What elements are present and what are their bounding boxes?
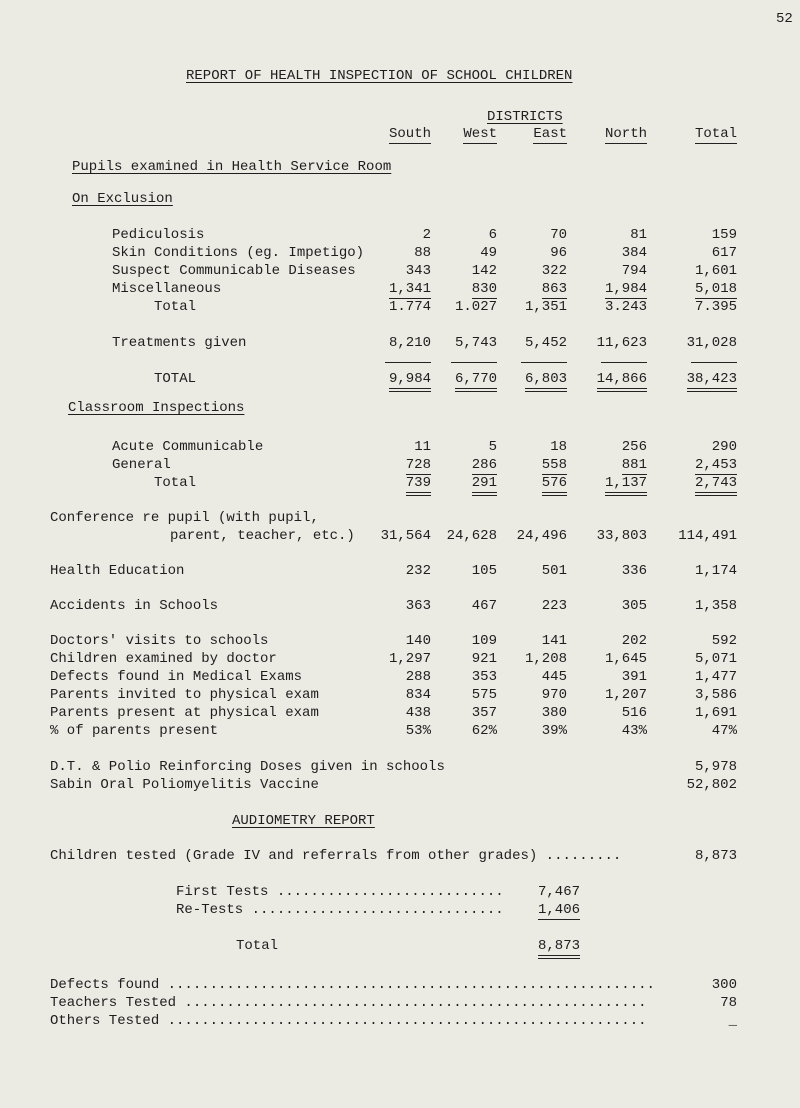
row-value-text: 5,743	[454, 335, 497, 351]
row-value	[477, 244, 567, 262]
row-value	[557, 474, 647, 492]
row-value-text: 109	[471, 633, 497, 649]
divider	[691, 362, 737, 363]
teachers-tested-value: 78	[720, 995, 737, 1011]
polio-value: 5,978	[694, 759, 737, 775]
teachers-tested-label: Teachers Tested .......................................................	[50, 995, 647, 1011]
row-value	[477, 298, 567, 316]
row-value	[477, 438, 567, 456]
row-value-text: 336	[621, 563, 647, 579]
row-value-text: 81	[630, 227, 647, 243]
first-tests-value: 7,467	[537, 884, 580, 900]
row-value	[647, 298, 737, 316]
row-label: Conference re pupil (with pupil,	[50, 510, 319, 526]
row-label: Parents invited to physical exam	[50, 687, 319, 703]
row-value	[477, 262, 567, 280]
row-label: Pediculosis	[112, 227, 205, 243]
row-value-text: 7.395	[694, 299, 737, 315]
row-value	[647, 668, 737, 686]
row-value-text: 863	[541, 281, 567, 297]
row-value	[647, 438, 737, 456]
row-value	[557, 632, 647, 650]
row-value-text: 1,137	[605, 475, 647, 496]
row-value-text: 31,564	[380, 528, 431, 544]
row-value	[477, 632, 567, 650]
row-value-text: 1,358	[694, 598, 737, 614]
row-value	[557, 280, 647, 298]
audiometry-total-label: Total	[236, 938, 279, 954]
row-value-text: 159	[711, 227, 737, 243]
row-label: Miscellaneous	[112, 281, 222, 297]
column-header-east-text: East	[533, 126, 567, 142]
row-value-text: 288	[405, 669, 431, 685]
row-value-text: 223	[541, 598, 567, 614]
row-value	[557, 456, 647, 474]
row-value-text: 38,423	[687, 371, 737, 392]
row-value	[647, 370, 737, 388]
row-value	[557, 438, 647, 456]
row-value-text: 970	[541, 687, 567, 703]
column-header-total-text: Total	[694, 126, 737, 142]
row-value	[647, 226, 737, 244]
row-value-text: 47%	[711, 723, 737, 739]
districts-heading: DISTRICTS	[487, 109, 563, 125]
row-value-text: 438	[405, 705, 431, 721]
row-value-text: 114,491	[678, 528, 737, 544]
row-value-text: 5,018	[694, 281, 737, 297]
row-value	[477, 226, 567, 244]
row-value	[477, 704, 567, 722]
row-value	[647, 597, 737, 615]
row-value-text: 728	[405, 457, 431, 473]
row-value	[557, 562, 647, 580]
row-value-text: 11,623	[596, 335, 647, 351]
re-tests-label: Re-Tests ..............................	[176, 902, 504, 918]
row-value	[647, 722, 737, 740]
row-value-text: 830	[471, 281, 497, 297]
row-value-text: 1,341	[388, 281, 431, 297]
row-value-text: 357	[471, 705, 497, 721]
row-value-text: 6,803	[525, 371, 567, 392]
divider	[601, 362, 647, 363]
row-value	[557, 334, 647, 352]
row-value-text: 70	[550, 227, 567, 243]
row-value	[647, 456, 737, 474]
column-header-north	[557, 125, 647, 143]
row-value	[557, 722, 647, 740]
row-value-text: 2,453	[694, 457, 737, 473]
row-value-text: 2,743	[695, 475, 737, 496]
row-value	[557, 668, 647, 686]
row-value-text: 31,028	[686, 335, 737, 351]
row-label: Treatments given	[112, 335, 247, 351]
column-header-north-text: North	[604, 126, 647, 142]
children-tested-value: 8,873	[694, 848, 737, 864]
row-value-text: 1,601	[694, 263, 737, 279]
row-label: Children examined by doctor	[50, 651, 277, 667]
row-value	[477, 280, 567, 298]
row-value-text: 445	[541, 669, 567, 685]
row-value-text: 353	[471, 669, 497, 685]
sabin-label: Sabin Oral Poliomyelitis Vaccine	[50, 777, 319, 793]
row-label: Skin Conditions (eg. Impetigo)	[112, 245, 365, 261]
row-value	[557, 597, 647, 615]
first-tests-label: First Tests ...........................	[176, 884, 504, 900]
row-value	[647, 650, 737, 668]
row-value-text: 1.774	[388, 299, 431, 315]
row-value	[477, 650, 567, 668]
row-value	[477, 597, 567, 615]
column-header-total	[647, 125, 737, 143]
row-value-text: 9,984	[389, 371, 431, 392]
row-value-text: 3.243	[604, 299, 647, 315]
section-pupils-examined: Pupils examined in Health Service Room	[72, 159, 392, 175]
row-value-text: 202	[621, 633, 647, 649]
row-value-text: 1,208	[524, 651, 567, 667]
page-number: 52	[776, 11, 793, 27]
row-value-text: 921	[471, 651, 497, 667]
row-value-text: 6,770	[455, 371, 497, 392]
row-value	[477, 474, 567, 492]
row-value-text: 43%	[621, 723, 647, 739]
row-value-text: 8,210	[388, 335, 431, 351]
row-value-text: 1,691	[694, 705, 737, 721]
divider	[451, 362, 497, 363]
row-value-text: 33,803	[596, 528, 647, 544]
row-value-text: 5	[488, 439, 497, 455]
row-value-text: 11	[414, 439, 431, 455]
row-value	[647, 244, 737, 262]
row-value-text: 232	[405, 563, 431, 579]
row-value-text: 1,174	[694, 563, 737, 579]
column-header-east	[477, 125, 567, 143]
row-value	[557, 262, 647, 280]
row-label-continued: parent, teacher, etc.)	[170, 528, 355, 544]
row-value-text: 49	[480, 245, 497, 261]
others-tested-label: Others Tested .........................................................	[50, 1013, 647, 1029]
row-label: Total	[154, 475, 197, 491]
row-value-text: 290	[711, 439, 737, 455]
row-value-text: 5,452	[524, 335, 567, 351]
defects-found-value: 300	[711, 977, 737, 993]
row-value-text: 1,351	[524, 299, 567, 315]
divider	[521, 362, 567, 363]
row-label: General	[112, 457, 171, 473]
row-value-text: 256	[621, 439, 647, 455]
row-label: Health Education	[50, 563, 185, 579]
row-value	[647, 704, 737, 722]
section-on-exclusion: On Exclusion	[72, 191, 173, 207]
row-value-text: 343	[405, 263, 431, 279]
row-value	[557, 226, 647, 244]
row-value-text: 2	[422, 227, 431, 243]
row-value	[477, 456, 567, 474]
re-tests-value: 1,406	[537, 902, 580, 918]
row-label: TOTAL	[154, 371, 197, 387]
row-value-text: 576	[542, 475, 567, 496]
row-value-text: 575	[471, 687, 497, 703]
row-label: Accidents in Schools	[50, 598, 219, 614]
row-value-text: 1,207	[604, 687, 647, 703]
row-label: Parents present at physical exam	[50, 705, 319, 721]
row-value-text: 1,477	[694, 669, 737, 685]
row-value-text: 6	[488, 227, 497, 243]
row-value-text: 1,984	[604, 281, 647, 297]
row-value-text: 5,071	[694, 651, 737, 667]
row-value-text: 1,297	[388, 651, 431, 667]
row-value-text: 516	[621, 705, 647, 721]
row-value-text: 467	[471, 598, 497, 614]
column-header-south-text: South	[388, 126, 431, 142]
row-value-text: 501	[541, 563, 567, 579]
row-value	[557, 686, 647, 704]
row-value-text: 322	[541, 263, 567, 279]
row-label: Doctors' visits to schools	[50, 633, 269, 649]
column-header-west-text: West	[463, 126, 497, 142]
row-value-text: 96	[550, 245, 567, 261]
polio-label: D.T. & Polio Reinforcing Doses given in schools	[50, 759, 445, 775]
children-tested-label: Children tested (Grade IV and referrals from other grades) .........	[50, 848, 622, 864]
row-value-text: 1,645	[604, 651, 647, 667]
row-value-text: 739	[406, 475, 431, 496]
row-value-text: 39%	[541, 723, 567, 739]
sabin-value: 52,802	[686, 777, 737, 793]
divider	[385, 362, 431, 363]
row-value-text: 558	[541, 457, 567, 473]
row-value	[647, 334, 737, 352]
row-value-text: 391	[621, 669, 647, 685]
row-value-text: 24,628	[446, 528, 497, 544]
row-value-text: 363	[405, 598, 431, 614]
defects-found-label: Defects found ..........................................................	[50, 977, 655, 993]
row-value-text: 53%	[405, 723, 431, 739]
row-value	[557, 704, 647, 722]
row-value	[557, 244, 647, 262]
row-value	[647, 527, 737, 545]
row-label: Total	[154, 299, 197, 315]
row-value	[477, 527, 567, 545]
row-value-text: 881	[621, 457, 647, 473]
row-value-text: 141	[541, 633, 567, 649]
row-value	[477, 562, 567, 580]
row-value-text: 142	[471, 263, 497, 279]
row-value	[557, 650, 647, 668]
row-label: % of parents present	[50, 723, 219, 739]
row-value-text: 286	[471, 457, 497, 473]
row-value	[557, 370, 647, 388]
row-value	[477, 334, 567, 352]
row-value-text: 592	[711, 633, 737, 649]
section-classroom-inspections: Classroom Inspections	[68, 400, 245, 416]
row-value-text: 24,496	[516, 528, 567, 544]
row-value-text: 1.027	[454, 299, 497, 315]
row-value-text: 617	[711, 245, 737, 261]
row-value-text: 14,866	[597, 371, 647, 392]
row-value-text: 380	[541, 705, 567, 721]
audiometry-heading: AUDIOMETRY REPORT	[232, 813, 375, 829]
row-label: Acute Communicable	[112, 439, 264, 455]
row-value-text: 3,586	[694, 687, 737, 703]
others-tested-value: _	[728, 1013, 737, 1029]
row-value	[647, 632, 737, 650]
row-value-text: 834	[405, 687, 431, 703]
row-value	[477, 668, 567, 686]
row-value	[647, 474, 737, 492]
row-value-text: 140	[405, 633, 431, 649]
row-value	[647, 280, 737, 298]
page-title: REPORT OF HEALTH INSPECTION OF SCHOOL CHILDREN	[186, 68, 573, 84]
row-label: Suspect Communicable Diseases	[112, 263, 356, 279]
row-value-text: 384	[621, 245, 647, 261]
row-value	[647, 686, 737, 704]
row-value-text: 291	[472, 475, 497, 496]
row-value	[557, 298, 647, 316]
audiometry-total-value: 8,873	[490, 937, 580, 955]
row-value-text: 88	[414, 245, 431, 261]
row-value	[477, 686, 567, 704]
row-value	[647, 562, 737, 580]
row-value-text: 105	[471, 563, 497, 579]
row-value	[477, 370, 567, 388]
row-value-text: 794	[621, 263, 647, 279]
row-value	[477, 722, 567, 740]
row-label: Defects found in Medical Exams	[50, 669, 303, 685]
row-value	[647, 262, 737, 280]
row-value-text: 18	[550, 439, 567, 455]
row-value-text: 305	[621, 598, 647, 614]
row-value-text: 62%	[471, 723, 497, 739]
row-value	[557, 527, 647, 545]
